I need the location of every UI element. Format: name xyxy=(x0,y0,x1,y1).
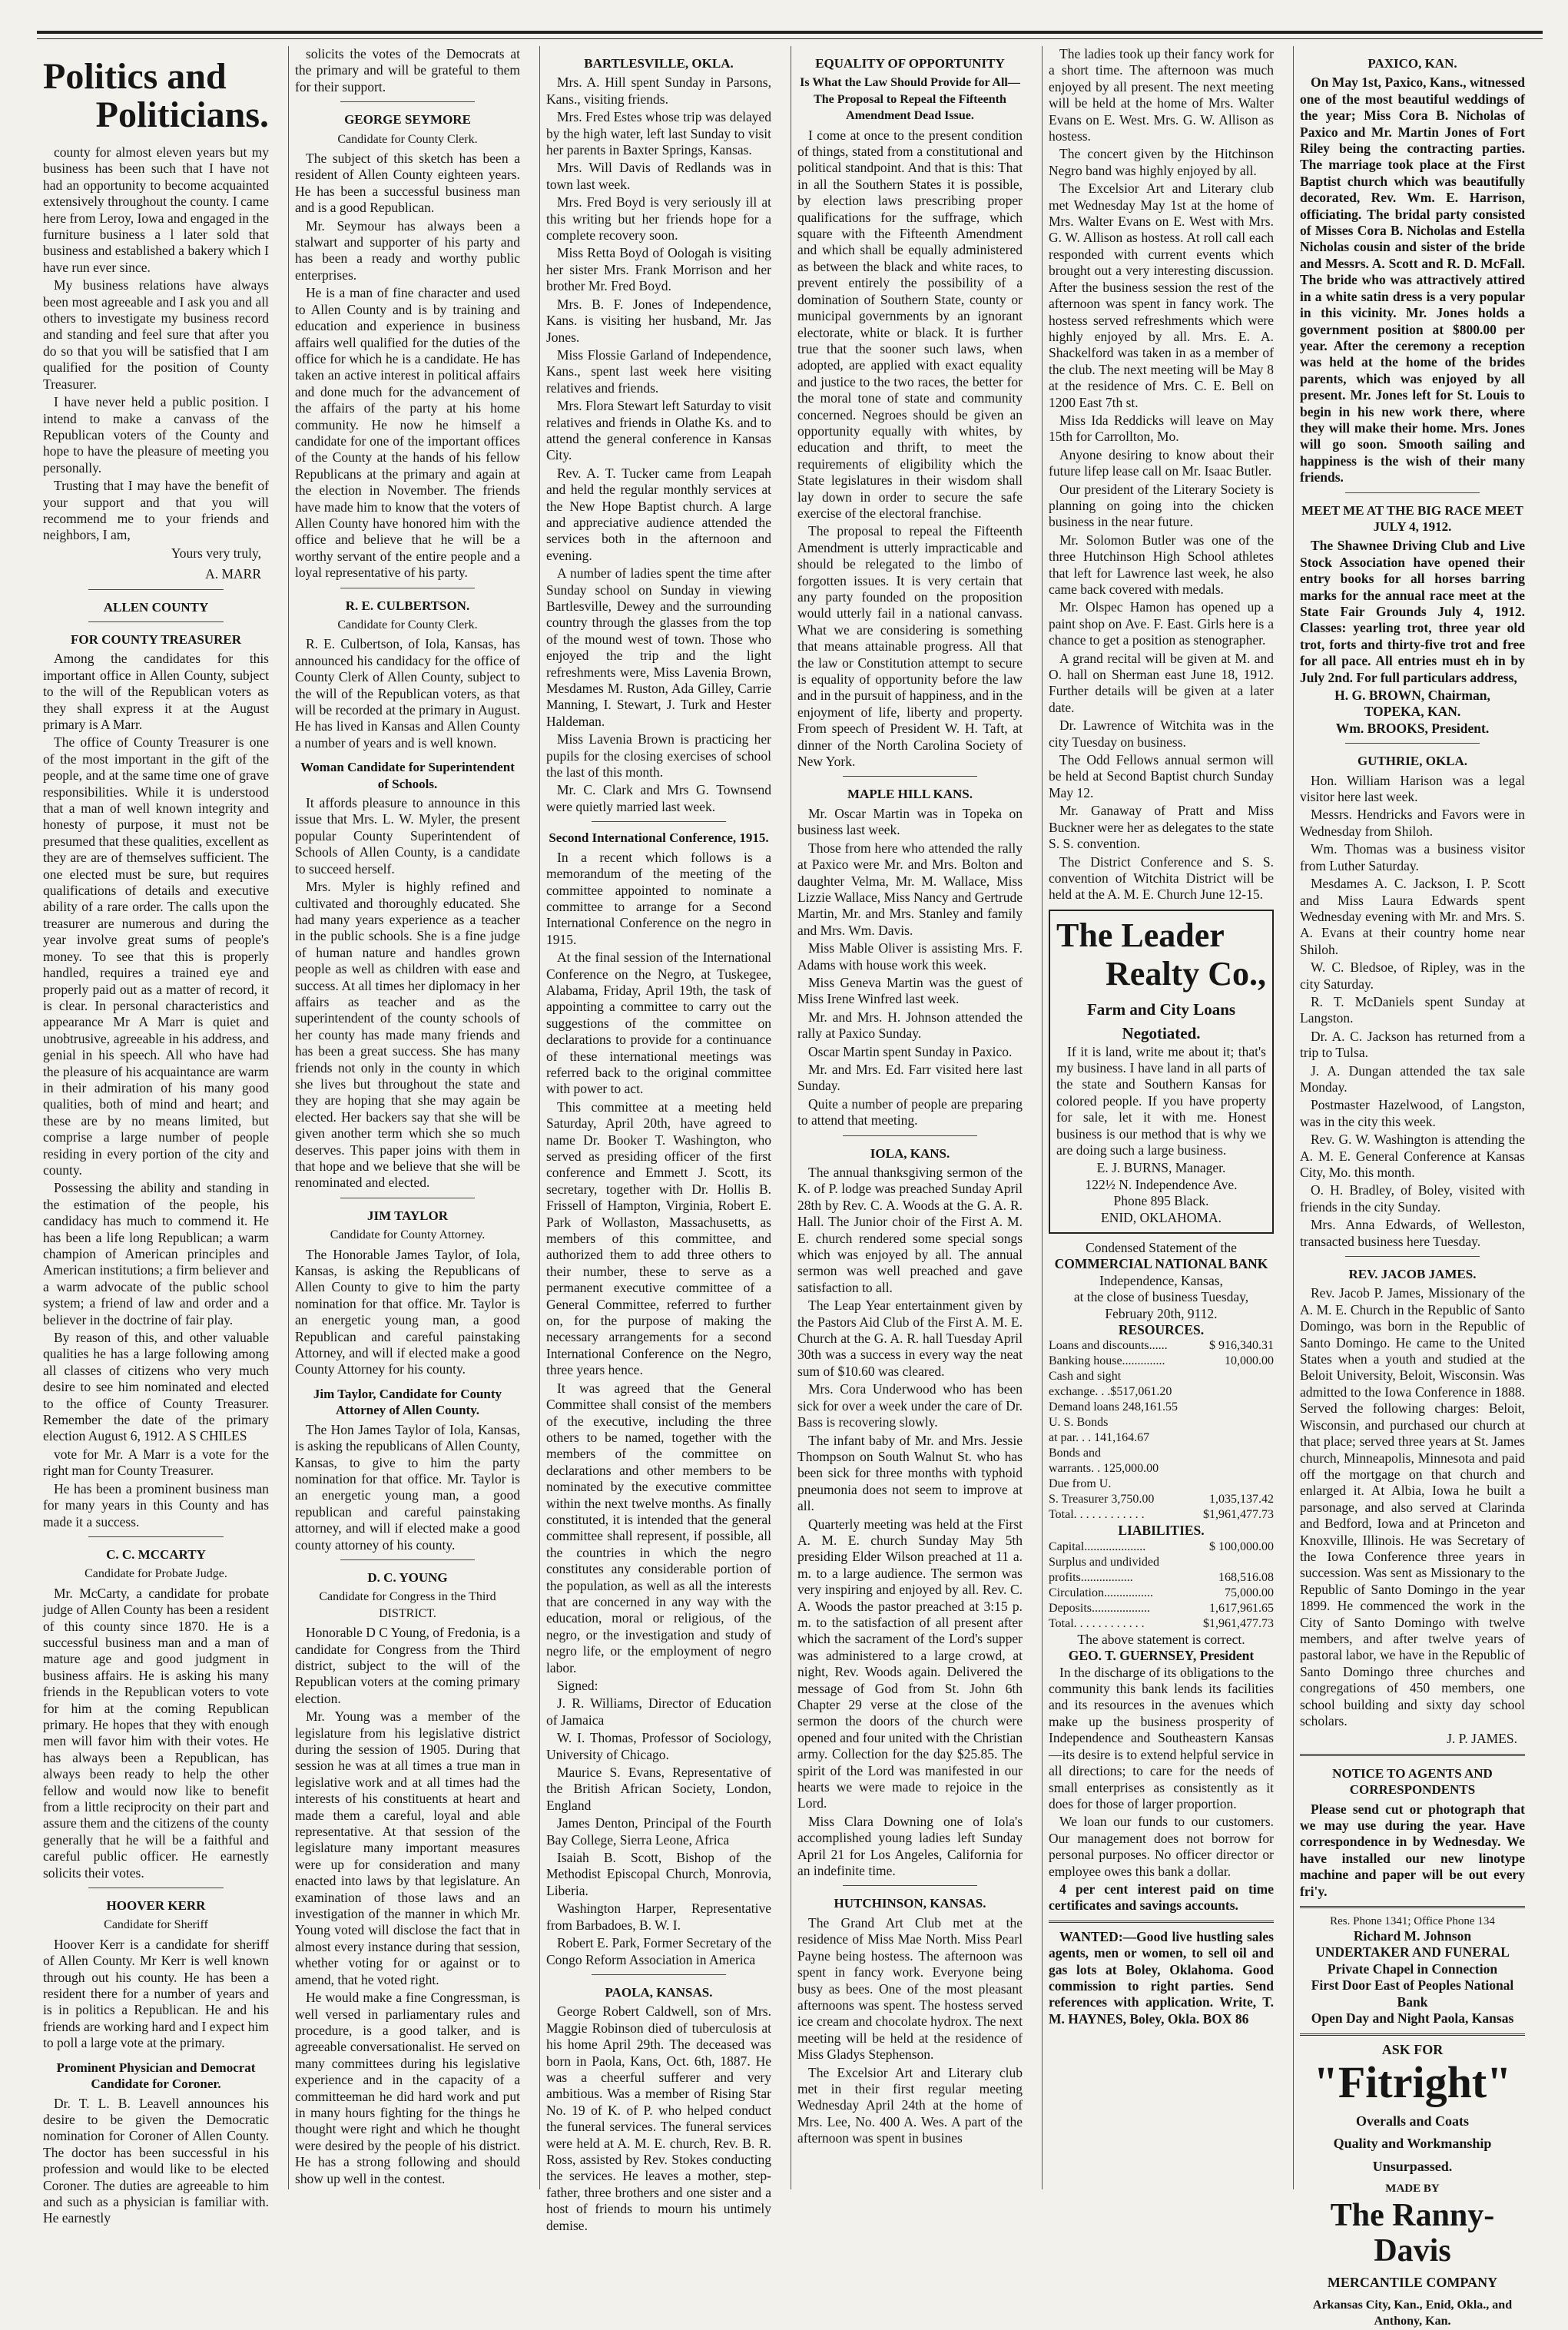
paragraph: Mr. Olspec Hamon has opened up a paint shop on Ave. F. East. Girls here is a chance to get a position as stenographer. xyxy=(1049,599,1274,648)
headline-paola: PAOLA, KANSAS. xyxy=(605,1984,713,2000)
headline-taylor-2: Jim Taylor, Candidate for County Attorney of Allen County. xyxy=(313,1386,502,1418)
divider xyxy=(1300,1754,1525,1756)
divider xyxy=(843,1135,978,1136)
undertaker-phones: Res. Phone 1341; Office Phone 134 xyxy=(1330,1915,1495,1928)
james-signature: J. P. JAMES. xyxy=(1447,1731,1517,1747)
headline-notice: NOTICE TO AGENTS AND CORRESPONDENTS xyxy=(1332,1765,1493,1798)
paragraph: county for almost eleven years but my business has been such that I have not had an opportunity to become acquainted extensively throughout the county. I came here from Leroy, Iowa and engaged in the furniture business a l later sold that business and established a bakery which I have run ever since. xyxy=(43,144,269,275)
statement-value: $1,961,477.73 xyxy=(1203,1508,1274,1522)
marr-letter xyxy=(43,144,269,544)
resources-head: RESOURCES. xyxy=(1118,1322,1205,1338)
paragraph: At the final session of the International Conference on the Negro, at Tuskegee, Alabama, Friday, April 19th, the task of appointing a committee to carry out the suggestions of the committee on declarations to provide for a continuance of these international meetings was referred back to the original committee with power to act. xyxy=(546,950,771,1097)
paragraph: Hon. William Harison was a legal visitor here last week. xyxy=(1300,772,1525,805)
paragraph: He is a man of fine character and used to Allen County and is by training and education and experience in business affairs well qualified for the duties of the office for which he is a candidate. He has taken an active interest in political affairs and done much for the advancement of the affairs of the party at his home community. He now he himself a candidate for one of the important offices of the County at the hands of his fellow Republicans at the primary and again at the election in November. The friends have made him to know that the voters of Allen County have honored him with the office and believe that he will be a worthy servant of the entire people and a loyal representative of his party. xyxy=(295,285,520,581)
paragraph: Mr. McCarty, a candidate for probate judge of Allen County has been a resident of this county since 1870. He is a successful business man and a man of mature age and good judgment in business affairs. He is asking his many friends in the Republican voters to vote for him at the coming Republican primary. He hopes that they with enough men will favor him with their votes. He has always been a Republican, has always been ready to help the other fellow and would now like to benefit from a little reciprocity on their part and assure them and the citizens of the county generally that he will be a faithful and careful public officer. He earnestly solicits their votes. xyxy=(43,1585,269,1881)
paragraph: In the discharge of its obligations to the community this bank lends its facilities and its resources in the avenues which make up the business prosperity of Independence and Southeastern Kansas—its desire is to extend helpful service in all directions; to care for the needs of small enterprises as consistently as it does for those of larger proportion. xyxy=(1049,1664,1274,1811)
paragraph: The Hon James Taylor of Iola, Kansas, is asking the republicans of Allen County, Kansas, to give to him the party nomination for that office. Mr. Taylor is an energetic young man, a good republican and careful painstaking attorney, and will if elected make a good county attorney of his county. xyxy=(295,1421,520,1553)
subhead-culbertson: Candidate for County Clerk. xyxy=(337,618,478,631)
statement-value: 1,617,961.65 xyxy=(1209,1601,1274,1615)
divider xyxy=(88,589,224,590)
divider xyxy=(88,1536,224,1537)
divider xyxy=(1049,1921,1274,1923)
liabilities-head: LIABILITIES. xyxy=(1118,1523,1205,1539)
bank-interest: 4 per cent interest paid on time certificates and savings accounts. xyxy=(1049,1881,1274,1914)
letter-closing: Yours very truly, xyxy=(171,545,261,561)
statement-label: Banking house.............. xyxy=(1049,1354,1165,1368)
paragraph: The Honorable James Taylor, of Iola, Kansas, is asking the Republicans of Allen County to give to him the party nomination for that office. Mr. Taylor is an energetic young man, a good Republican and careful painstaking Attorney, and will if elected make a good County Attorney for his county. xyxy=(295,1246,520,1377)
ad-cities: Arkansas City, Kan., Enid, Okla., and Anthony, Kan. xyxy=(1312,2298,1513,2328)
headline-myler: Woman Candidate for Superintendent of Schools. xyxy=(300,760,515,791)
headline-james: REV. JACOB JAMES. xyxy=(1348,1267,1477,1282)
top-rule xyxy=(37,31,1543,39)
ad-ask-for: ASK FOR xyxy=(1381,2041,1444,2057)
paragraph: Messrs. Hendricks and Favors were in Wednesday from Shiloh. xyxy=(1300,807,1525,839)
statement-label: Demand loans 248,161.55 xyxy=(1049,1400,1178,1414)
paragraph: The Grand Art Club met at the residence of Miss Mae North. Miss Pearl Payne being hostess. The afternoon was spent in fancy work. Everyone being busy as bees. One of the most pleasant afternoons was spent. The hostess served ice cream and chocolate hydrox. The next meeting will be held at the residence of Miss Gladys Stephenson. xyxy=(797,1914,1023,2063)
divider xyxy=(843,1885,978,1886)
statement-value: 10,000.00 xyxy=(1225,1354,1274,1368)
paragraph: The office of County Treasurer is one of the most important in the gift of the people, and at the same time one of grave responsibilities. While it is understood that a man of well known integrity and honesty of purpose, it must not be presumed that these qualities, excellent as they are are of themselves sufficient. The one elected must be sure, but requires qualifications of details and executive ability of a rare order. The calls upon the treasurer are numerous and during the year involve great sums of people's money. To see that this is properly handled, requires a trained eye and properly paid out as a matter of record, it is clear. In personal characteristics and appearance Mr A Marr is quiet and unobtrusive, agreeable in his address, and genial in his speech. All who have had the pleasure of his acquaintance are warm in their admiration of his many good qualities, both of mind and heart; and these are by no means limited, but comprise a large number of people residing in every portion of the city and county. xyxy=(43,734,269,1178)
ad-overalls: Overalls and Coats xyxy=(1355,2113,1469,2129)
bank-close: at the close of business Tuesday, February 20th, 9112. xyxy=(1073,1289,1249,1321)
headline-guthrie: GUTHRIE, OKLA. xyxy=(1357,754,1468,769)
statement-row xyxy=(1049,1369,1274,1384)
undertaker-hours: Open Day and Night Paola, Kansas xyxy=(1311,2010,1514,2027)
divider xyxy=(1300,1906,1525,1908)
bank-intro: Condensed Statement of the xyxy=(1086,1240,1237,1255)
divider xyxy=(88,621,224,622)
statement-label: Cash and sight xyxy=(1049,1370,1122,1384)
paragraph: The ladies took up their fancy work for a short time. The afternoon was much enjoyed by all present. The next meeting will be held at the home of Mrs. Walter Evans on E. West. Mrs. G. W. Allison as hostess. xyxy=(1049,46,1274,144)
paragraph: Hoover Kerr is a candidate for sheriff of Allen County. Mr Kerr is well known through out his county. He has been a resident there for a number of years and is in politics a Republican. He and his friends are working hard and I expect him to poll a large vote at the primary. xyxy=(43,1936,269,2051)
paragraph: The District Conference and S. S. convention of Witchita District will be held at the A. M. E. Church June 12-15. xyxy=(1049,853,1274,903)
ad-phone: Phone 895 Black. xyxy=(1113,1193,1209,1209)
headline-kerr: HOOVER KERR xyxy=(106,1898,206,1914)
paragraph: Mr. Seymour has always been a stalwart and supporter of his party and has been a ready and worthy public enterprises. xyxy=(295,217,520,283)
statement-label: Circulation................ xyxy=(1049,1586,1153,1599)
paragraph: Signed: xyxy=(557,1678,598,1693)
headline-iola: IOLA, KANS. xyxy=(870,1145,950,1161)
paragraph: Mr. Young was a member of the legislature from his legislative district during the session of 1905. During that session he was at all times a true man in legislative work and at all times had the interests of his constituents at heart and made them a careful, loyal and able representative. At that session of the legislature many important measures were up for consideration and many enacted into laws by that legislature. An examination of those laws and an investigation of the manner in which Mr. Young voted will disclose the fact that in almost every instance during that session, whether voting for or against or to amend, that he voted right. xyxy=(295,1709,520,1987)
paragraph: The annual thanksgiving sermon of the K. of P. lodge was preached Sunday April 28th by Rev. C. A. Woods at the G. A. R. Hall. The Junior choir of the First A. M. E. church rendered some special songs which was enjoyed by all. The annual sermon was well preached and gave satisfaction to all. xyxy=(797,1165,1023,1295)
statement-value: 168,516.08 xyxy=(1218,1570,1274,1584)
paragraph: Miss Ida Reddicks will leave on May 15th for Carrollton, Mo. xyxy=(1049,412,1274,445)
ad-title-leader: The Leader xyxy=(1056,916,1225,954)
paragraph: The infant baby of Mr. and Mrs. Jessie Thompson on South Walnut St. who has been sick for three months with typhoid pneumonia does not seem to improve at all. xyxy=(797,1432,1023,1514)
paragraph: J. A. Dungan attended the tax sale Monday. xyxy=(1300,1062,1525,1095)
paragraph: Robert E. Park, Former Secretary of the Congo Reform Association in America xyxy=(546,1935,771,1967)
statement-row xyxy=(1049,1601,1274,1616)
paragraph: I come at once to the present condition of things, stated from a constitutional and political standpoint. And that is this: That in all the Southern States it is possible, by election laws prescribing proper qualifications for the suffrage, which square with the Fifteenth Amendment and which shall be equally administered as between the black and white races, to prevent entirely the possibility of a domination of Southern State, county or municipal governments by an ignorant electorate, white or black. It is further true that the sooner such laws, when adopted, are applied with exact equality and justice to the two races, the better for the moral tone of state and community concerned. Negroes should be given an opportunity equally with whites, by education and thrift, to meet the requirements of eligibility which the State legislatures in their wisdom shall lay down in order to secure the safe exercise of the electoral franchise. xyxy=(797,127,1023,521)
paragraph: He has been a prominent business man for many years in this County and has made it a success. xyxy=(43,1480,269,1530)
statement-row xyxy=(1049,1586,1274,1601)
bank-true: The above statement is correct. xyxy=(1077,1631,1245,1647)
divider xyxy=(340,1559,476,1560)
paragraph: O. H. Bradley, of Boley, visited with friends in the city Sunday. xyxy=(1300,1182,1525,1215)
paragraph: This committee at a meeting held Saturday, April 20th, have agreed to name Dr. Booker T. Washington, who served as presiding officer of the first conference and Emmett J. Scott, its secretary, together with Dr. Hollis B. Frissell of Hampton, Virginia, Robert E. Park of Wollaston, Massachusetts, as members of this committee, and authorized them to add three others to their number, these to serve as a permanent executive committee of a General Committee, referred to further on, for the purpose of making the necessary arrangements for a second International Conference on the Negro, three years hence. xyxy=(546,1099,771,1378)
divider xyxy=(592,821,727,822)
ad-made-by: MADE BY xyxy=(1385,2183,1440,2196)
paragraph: Rev. G. W. Washington is attending the A. M. E. General Conference at Kansas City, Mo. this month. xyxy=(1300,1132,1525,1180)
statement-label: at par. . . 141,164.67 xyxy=(1049,1431,1150,1445)
divider xyxy=(1345,743,1480,744)
undertaker-address: First Door East of Peoples National Bank xyxy=(1311,1977,1514,2010)
ad-ranny-davis: The Ranny-Davis xyxy=(1330,2197,1495,2269)
ad-fitright: "Fitright" xyxy=(1313,2057,1512,2107)
statement-row xyxy=(1049,1477,1274,1492)
paragraph: On May 1st, Paxico, Kans., witnessed one of the most beautiful weddings of the year; Miss Cora B. Nicholas of Paxico and Mr. Martin Jones of Fort Riley being the contracting parties. The marriage took place at the First Baptist church which was beautifully decorated, Rev. Wm. E. Harrison, officiating. The bridal party consisted of Misses Cora B. Nicholas and Estella Nicholas cousin and sister of the bride and Messrs. A. Scott and R. D. McFall. The bride who was attractively attired in a white satin dress is a very popular in this vicinity. Mr. Jones holds a government position at $800.00 per year. After the ceremony a reception was held at the home of the brides parents, which was enjoyed by all present. Mr. Jones left for St. Louis to begin in his new work there, where they will make their home. Mrs. Jones will go soon. Smooth sailing and happiness is the wish of their many friends. xyxy=(1300,75,1525,486)
paragraph: It affords pleasure to announce in this issue that Mrs. L. W. Myler, the present popular County Superintendent of Schools of Allen County, is a candidate to succeed herself. xyxy=(295,795,520,877)
paragraph: Dr. Lawrence of Witchita was in the city Tuesday on business. xyxy=(1049,718,1274,750)
liabilities-table xyxy=(1049,1540,1274,1632)
divider xyxy=(340,101,476,102)
column-3 xyxy=(539,46,777,2233)
paragraph: Miss Clara Downing one of Iola's accomplished young ladies left Sunday April 21 for Los Angeles, California for an indefinite time. xyxy=(797,1813,1023,1879)
headline-mccarty: C. C. MCCARTY xyxy=(106,1546,206,1562)
leader-realty-ad xyxy=(1049,910,1274,1234)
paragraph: The Excelsior Art and Literary club met in their first regular meeting Wednesday April 24th at the home of Mrs. Lee, No. 400 A. Wes. A part of the afternoon was spent in busines xyxy=(797,2064,1023,2146)
paragraph: Quarterly meeting was held at the First A. M. E. church Sunday May 5th presiding Elder Wilson preached at 11 a. m. to a large audience. The sermon was very inspiring and enjoyed by all. Rev. C. A. Woods the pastor preached at 3:15 p. m. to the satisfaction of all present after which the sacrament of the Lord's supper was administered to a large crowd, at night, Rev. Woods again. Delivered the message of God from St. John 6th Chapter 29 verse at the close of the sermon the doors of the church were opened and four united with the Christian army. Collection for the day $25.85. The spirit of the Lord was manifested in our hearts we were made to rejoice in the Lord. xyxy=(797,1516,1023,1811)
statement-label: Capital.................... xyxy=(1049,1540,1146,1553)
column-4 xyxy=(791,46,1029,2189)
paragraph: Oscar Martin spent Sunday in Paxico. xyxy=(808,1043,1013,1059)
statement-row xyxy=(1049,1555,1274,1570)
bank-statement xyxy=(1049,1240,1274,1914)
paragraph: W. I. Thomas, Professor of Sociology, University of Chicago. xyxy=(546,1730,771,1762)
headline-conference: Second International Conference, 1915. xyxy=(549,830,769,846)
subhead-mccarty: Candidate for Probate Judge. xyxy=(85,1567,227,1581)
paragraph: He would make a fine Congressman, is well versed in parliamentary rules and procedure, is a good talker, and is agreeable conversationalist. He served on many committees during his legislative experience and in the capacity of a committeeman he did hard work and put in many hours fighting for the things he thought were right and which he thought were desired by the people of his district. He has a strong following and should show up well in the contest. xyxy=(295,1990,520,2186)
statement-row xyxy=(1049,1446,1274,1461)
paragraph: Isaiah B. Scott, Bishop of the Methodist Episcopal Church, Monrovia, Liberia. xyxy=(546,1850,771,1898)
paragraph: We loan our funds to our customers. Our management does not borrow for personal purposes. No officer director or employee owes this bank a dollar. xyxy=(1049,1814,1274,1879)
statement-value: $ 100,000.00 xyxy=(1209,1540,1274,1553)
paragraph: Wm. Thomas was a business visitor from Luther Saturday. xyxy=(1300,841,1525,873)
ad-negotiated: Negotiated. xyxy=(1122,1024,1201,1043)
subhead-young: Candidate for Congress in the Third DISTRICT. xyxy=(319,1590,496,1620)
paragraph: I have never held a public position. I intend to make a canvass of the Republican voters of the County and hope to have the pleasure of meeting you personally. xyxy=(43,394,269,476)
paragraph: Dr. A. C. Jackson has returned from a trip to Tulsa. xyxy=(1300,1028,1525,1061)
divider xyxy=(592,1974,727,1975)
paragraph: Mr. and Mrs. Ed. Farr visited here last Sunday. xyxy=(797,1061,1023,1094)
undertaker-trade: UNDERTAKER AND FUNERAL xyxy=(1315,1944,1510,1960)
subhead-kerr: Candidate for Sheriff xyxy=(104,1918,208,1932)
resources-table xyxy=(1049,1338,1274,1523)
statement-label: S. Treasurer 3,750.00 xyxy=(1049,1493,1155,1506)
undertaker-chapel: Private Chapel in Connection xyxy=(1327,1960,1498,1977)
paragraph: The subject of this sketch has been a resident of Allen County eighteen years. He has been a successful business man and is a good Republican. xyxy=(295,151,520,216)
paragraph: vote for Mr. A Marr is a vote for the right man for County Treasurer. xyxy=(43,1446,269,1479)
headline-hutchinson: HUTCHINSON, KANSAS. xyxy=(834,1896,986,1911)
paragraph: The concert given by the Hitchinson Negro band was highly enjoyed by all. xyxy=(1049,146,1274,178)
masthead-politicians: Politicians. xyxy=(95,94,269,135)
column-1 xyxy=(37,46,275,2226)
paragraph: James Denton, Principal of the Fourth Bay College, Sierra Leone, Africa xyxy=(546,1815,771,1848)
headline-county-treasurer: FOR COUNTY TREASURER xyxy=(71,631,241,647)
ad-quality: Quality and Workmanship xyxy=(1333,2136,1492,2152)
column-5 xyxy=(1042,46,1280,2189)
paragraph: Miss Flossie Garland of Independence, Kans., spent last week here visiting relatives and friends. xyxy=(546,346,771,396)
paragraph: R. E. Culbertson, of Iola, Kansas, has announced his candidacy for the office of County Clerk of Allen County, subject to the will of the Republican voters, as that will be recorded at the primary in August. He has lived in Kansas and Allen County a number of years and is well known. xyxy=(295,636,520,751)
ad-title-realty: Realty Co., xyxy=(1106,954,1266,993)
paragraph: Honorable D C Young, of Fredonia, is a candidate for Congress from the Third district, subject to the will of the Republican voters at the coming primary election. xyxy=(295,1625,521,1706)
race-sig-city: TOPEKA, KAN. xyxy=(1364,704,1461,720)
headline-paxico: PAXICO, KAN. xyxy=(1367,56,1457,71)
paragraph: The proposal to repeal the Fifteenth Amendment is utterly impracticable and should be relegated to the limbo of forgotten issues. It is very certain that any party founded on the proposition would utterly fail in a national canvass. What we are considering is something that means attainable progress. All that the law or Constitution attempt to secure is equality of opportunity before the law and in the pursuit of happiness, and in the enjoyment of life, liberty and property. From speech of President W. H. Taft, at dinner of the North Carolina Society of New York. xyxy=(797,523,1023,770)
subhead-equality: Is What the Law Should Provide for All—The Proposal to Repeal the Fifteenth Amendment Dead Issue. xyxy=(800,76,1020,123)
paragraph: Rev. A. T. Tucker came from Leapah and held the regular monthly services at the New Hope Baptist church. A large and appreciative audience attended the services both in the afternoon and evening. xyxy=(546,465,771,563)
headline-taylor: JIM TAYLOR xyxy=(366,1208,448,1223)
headline-leavell: Prominent Physician and Democrat Candidate for Coroner. xyxy=(56,2060,256,2092)
paragraph: Mr. Oscar Martin was in Topeka on business last week. xyxy=(797,805,1023,838)
race-sig-chairman: H. G. BROWN, Chairman, xyxy=(1334,688,1490,704)
statement-label: Deposits................... xyxy=(1049,1601,1150,1615)
paragraph: The Excelsior Art and Literary club met Wednesday May 1st at the home of Mrs. Walter Evans on E. West with Mrs. G. W. Allison as hostess. At roll call each responded with current events which brought out a very interesting discussion. After the business session the rest of the afternoon was spent in fancy work. The hostess served refreshments which were highly enjoyed by all. Mrs. E. A. Shackelford was taken in as a member of the club. The next meeting will be May 8 at the residence of Mrs. C. E. Bell on 1200 East 7th st. xyxy=(1049,181,1274,410)
statement-row xyxy=(1049,1507,1274,1523)
paragraph: Postmaster Hazelwood, of Langston, was in the city this week. xyxy=(1300,1097,1525,1129)
paragraph: Among the candidates for this important office in Allen County, subject to the will of the Republican voters as they shall express it at the August primary is A Marr. xyxy=(43,651,269,732)
paragraph: Rev. Jacob P. James, Missionary of the A. M. E. Church in the Republic of Santo Domingo, was born in the Republic of Santo Domingo. He came to the United States when a youth and studied at the Beloit University, Beloit, Wisconsin. Was admitted to the Iowa Conference in 1888. Served the following charges: Beloit, Wisconsin, and purchased our church at that place; served three years at St. James church, Minneapolis, Minnesota and paid off the mortgage on that church and enlarged it. At Albia, Iowa he built a parsonage, and also served at Clarinda and Bedford, Iowa and at Princeton and Knoxville, Illinois. He was Secretary of the Iowa Conference three years in succession. Was sent as Missionary to the Republic of Santo Domingo in the year 1899. He commenced the work in the City of Santo Domingo with twelve members, and after twelve years of pastoral labor, we have in the Republic of Santo Domingo three churches and congregations of 450 members, one school building and sixty day school scholars. xyxy=(1300,1285,1525,1728)
statement-row xyxy=(1049,1338,1274,1354)
ad-unsurpassed: Unsurpassed. xyxy=(1372,2158,1453,2174)
headline-allen-county: ALLEN COUNTY xyxy=(103,599,209,615)
paragraph: Mr. C. Clark and Mrs G. Townsend were quietly married last week. xyxy=(546,782,771,814)
masthead-politics: Politics and xyxy=(43,56,227,97)
paragraph: Trusting that I may have the benefit of your support and that you will recommend me to your friends and neighbors, I am, xyxy=(43,478,269,543)
bank-city: Independence, Kansas, xyxy=(1099,1272,1223,1288)
paragraph: Mr. and Mrs. H. Johnson attended the rally at Paxico Sunday. xyxy=(797,1009,1023,1042)
paragraph: In a recent which follows is a memorandum of the meeting of the committee appointed to nominate a committee to arrange for a Second International Conference on the negro in 1915. xyxy=(546,849,771,947)
statement-label: profits................. xyxy=(1049,1570,1133,1584)
paragraph: Mrs. Will Davis of Redlands was in town last week. xyxy=(546,160,771,192)
paragraph: solicits the votes of the Democrats at the primary and will be grateful to them for their support. xyxy=(295,46,520,94)
statement-row xyxy=(1049,1461,1274,1477)
divider xyxy=(843,776,978,777)
statement-row xyxy=(1049,1400,1274,1415)
divider xyxy=(1300,2033,1525,2036)
paragraph: Possessing the ability and standing in the estimation of the people, his candidacy has much to commend it. He has been a life long Republican; a warm champion of American principles and American institutions; a firm believer and a warm advocate of the public school system; a friend of law and order and a believer in the doctrine of fair play. xyxy=(43,1180,269,1327)
paragraph: Dr. T. L. B. Leavell announces his desire to be given the Democratic nomination for Coroner of Allen County. The doctor has been successful in his profession and would like to be elected Coroner. The duties are agreeable to him and such as a physician is familiar with. He earnestly xyxy=(43,2095,269,2226)
statement-value: 1,035,137.42 xyxy=(1209,1493,1274,1506)
ad-mercantile: MERCANTILE COMPANY xyxy=(1327,2274,1498,2290)
letter-signer: A. MARR xyxy=(205,566,261,582)
paragraph: Mrs. Fred Boyd is very seriously ill at this writing but her friends hope for a complete recovery soon. xyxy=(546,194,771,244)
paragraph: Mr. Solomon Butler was one of the three Hutchinson High School athletes that left for Lawrence last week, he also came back covered with medals. xyxy=(1049,532,1274,597)
paragraph: Quite a number of people are preparing to attend that meeting. xyxy=(797,1095,1023,1129)
headline-equality: EQUALITY OF OPPORTUNITY xyxy=(815,56,1005,71)
paragraph: Anyone desiring to know about their future lifep lease call on Mr. Isaac Butler. xyxy=(1049,446,1274,479)
paragraph: The Shawnee Driving Club and Live Stock Association have opened their entry books for all horses barring marks for the annual race meet at the State Fair Grounds July 4, 1912. Classes: yearling trot, three year old trot, forts and thirty-five trot and free for all pace. All entries must eh in by July 2nd. For full particulars address, xyxy=(1300,538,1525,685)
paragraph: Those from here who attended the rally at Paxico were Mr. and Mrs. Bolton and daughter Velma, Mr. M. Wallace, Miss Lizzie Wallace, Miss Nancy and Gertrude Martin, Mr. and Mrs. Stanley and family and Mrs. Wm. Davis. xyxy=(797,840,1023,938)
statement-row xyxy=(1049,1384,1274,1400)
paragraph: My business relations have always been most agreeable and I ask you and all others to investigate my business record and standing and feel sure that after you do so that you will be satisfied that I am qualified for the position of County Treasurer. xyxy=(43,277,269,392)
column-2 xyxy=(288,46,526,2189)
paragraph: Maurice S. Evans, Representative of the British African Society, London, England xyxy=(546,1765,771,1813)
statement-value: $1,961,477.73 xyxy=(1203,1616,1274,1630)
paragraph: The Leap Year entertainment given by the Pastors Aid Club of the First A. M. E. Church at the G. A. R. hall Tuesday April 30th was a success in every way the neat sum of $10.60 was cleared. xyxy=(797,1298,1023,1379)
bank-name: COMMERCIAL NATIONAL BANK xyxy=(1054,1256,1268,1272)
statement-label: warrants. . 125,000.00 xyxy=(1049,1462,1159,1476)
statement-label: Loans and discounts...... xyxy=(1049,1339,1168,1353)
paragraph: Miss Retta Boyd of Oologah is visiting her sister Mrs. Frank Morrison and her brother Mr. Fred Boyd. xyxy=(546,245,771,294)
statement-label: Total. . . . . . . . . . . . xyxy=(1049,1616,1145,1630)
statement-label: Due from U. xyxy=(1049,1477,1112,1491)
paragraph: Miss Lavenia Brown is practicing her pupils for the closing exercises of school the last of this month. xyxy=(546,731,771,781)
paragraph: Mesdames A. C. Jackson, I. P. Scott and Miss Laura Edwards spent Wednesday evening with Mr. and Mrs. S. A. Evans at their country home near Shiloh. xyxy=(1300,876,1525,957)
paragraph: By reason of this, and other valuable qualities he has a large following among all classes of citizens who very much desire to see him nominated and elected to the office of County Treasurer. Remember the date of the primary election August 6, 1912. A S CHILES xyxy=(43,1330,269,1444)
paragraph: Miss Geneva Martin was the guest of Miss Irene Winfred last week. xyxy=(797,974,1023,1007)
divider xyxy=(1345,492,1480,493)
headline-race-meet: MEET ME AT THE BIG RACE MEET JULY 4, 1912. xyxy=(1301,502,1523,534)
paragraph: J. R. Williams, Director of Education of Jamaica xyxy=(546,1695,771,1728)
statement-row xyxy=(1049,1492,1274,1507)
paragraph: A grand recital will be given at M. and O. hall on Sherman east June 18, 1912. Further details will be given at a later date. xyxy=(1049,650,1274,715)
statement-value: 75,000.00 xyxy=(1225,1586,1274,1599)
paragraph: Mrs. Myler is highly refined and cultivated and thoroughly educated. She had many years experience as a teacher in the public schools. She is a fine judge of human nature and handles grown people as well as children with ease and success. At all times her diplomacy in her affairs as teacher and as the superintendent of the county schools of her county has made many friends and has been a great success. She has many friends not only in the county in which she lives but throughout the state and they are hoping that she may again be elected. Her backers say that she will be given another term which she so much deserves. This paper joins with them in that hope and we believe that she will be renominated and elected. xyxy=(295,879,520,1191)
paragraph: Mr. Ganaway of Pratt and Miss Buckner were her as delegates to the state S. S. convention. xyxy=(1049,803,1274,852)
paragraph: Our president of the Literary Society is planning on going into the chicken business in the near future. xyxy=(1049,481,1274,530)
paragraph: W. C. Bledsoe, of Ripley, was in the city Saturday. xyxy=(1300,960,1525,992)
paragraph: Please send cut or photograph that we may use during the year. Have correspondence in by Wednesday. We have installed our new linotype machine and paper will be out every fri'y. xyxy=(1300,1801,1525,1899)
headline-maple-hill: MAPLE HILL KANS. xyxy=(847,787,973,802)
divider xyxy=(1345,1256,1480,1257)
paragraph: Washington Harper, Representative from Barbadoes, B. W. I. xyxy=(546,1901,771,1933)
race-sig-president: Wm. BROOKS, President. xyxy=(1335,720,1490,736)
paragraph: The Odd Fellows annual sermon will be held at Second Baptist church Sunday May 12. xyxy=(1049,752,1274,800)
statement-row xyxy=(1049,1430,1274,1446)
paragraph: R. T. McDaniels spent Sunday at Langston. xyxy=(1300,993,1525,1026)
ad-body: If it is land, write me about it; that's my business. I have land in all parts of the state and Southern Kansas for colored people. If you have property for sale, let it with me. Honest business is our method that is why we are doing such a large business. xyxy=(1056,1043,1266,1158)
ad-city: ENID, OKLAHOMA. xyxy=(1101,1209,1222,1225)
headline-bartlesville: BARTLESVILLE, OKLA. xyxy=(584,56,734,71)
statement-row xyxy=(1049,1570,1274,1586)
subhead-seymore: Candidate for County Clerk. xyxy=(337,132,478,146)
statement-row xyxy=(1049,1616,1274,1632)
statement-label: exchange. . .$517,061.20 xyxy=(1049,1385,1172,1399)
wanted-ad: WANTED:—Good live hustling sales agents, men or women, to sell oil and gas lots at Boley, Oklahoma. Good commission to right parties. Send references with application. Write, T. M. HAYNES, Boley, Okla. BOX 86 xyxy=(1049,1928,1274,2027)
paragraph: Mrs. Fred Estes whose trip was delayed by the high water, left last Sunday to visit her parents in Baxter Springs, Kansas. xyxy=(546,109,771,158)
statement-label: U. S. Bonds xyxy=(1049,1416,1109,1430)
paragraph: Mrs. Cora Underwood who has been sick for over a week under the care of Dr. Bass is recovering slowly. xyxy=(797,1381,1023,1430)
statement-label: Total. . . . . . . . . . . . xyxy=(1049,1508,1145,1522)
paragraph: A number of ladies spent the time after Sunday school on Sunday in viewing Bartlesville, Dewey and the surrounding country through the glasses from the top of the mound west of town. Those who enjoyed the trip and the light refreshments were, Miss Lavenia Brown, Mesdames M. Ruston, Ada Gilley, Carrie Manning, I. Stewart, J. Turk and Hester Haldeman. xyxy=(546,565,771,729)
paragraph: It was agreed that the General Committee shall consist of the members of the executive, including the three others to be named, together with the members of the committee on declarations and other members to be nominated by the executive committee within the next twelve months. As finally constituted, it is intended that the general committee shall represent, if possible, all the countries in which the negro constitutes any considerable portion of the population, as well as all the interests that are concerned in any way with the education, moral or religious, of the negro, or the investigation and study of negro life, or the employment of negro labor. xyxy=(546,1380,771,1675)
paragraph: Mrs. Anna Edwards, of Welleston, transacted business here Tuesday. xyxy=(1300,1217,1525,1249)
bank-president: GEO. T. GUERNSEY, President xyxy=(1068,1648,1255,1664)
newspaper-page xyxy=(37,31,1543,2328)
headline-young: D. C. YOUNG xyxy=(367,1569,448,1585)
statement-row xyxy=(1049,1415,1274,1430)
ad-farm-loans: Farm and City Loans xyxy=(1086,999,1236,1019)
headline-culbertson: R. E. CULBERTSON. xyxy=(345,598,470,613)
paragraph: George Robert Caldwell, son of Mrs. Maggie Robinson died of tuberculosis at his home April 29th. The deceased was born in Paola, Kans, Oct. 6th, 1887. He was a cheerful sufferer and very ambitious. Was a member of Rising Star No. 19 of K. of P. who helped conduct the funeral services. The funeral services were held at A. M. E. church, Rev. B. R. Ross, assisted by Rev. Stokes conducting the services. He leaves a mother, step-father, three brothers and one sister and a host of friends to mourn his untimely demise. xyxy=(546,2004,771,2233)
paragraph: Mrs. Flora Stewart left Saturday to visit relatives and friends in Olathe Ks. and to attend the general conference in Kansas City. xyxy=(546,398,771,463)
paragraph: Miss Mable Oliver is assisting Mrs. F. Adams with house work this week. xyxy=(797,940,1023,973)
statement-label: Bonds and xyxy=(1049,1447,1101,1460)
paragraph: Mrs. B. F. Jones of Independence, Kans. is visiting her husband, Mr. Jas Jones. xyxy=(546,296,771,345)
headline-seymore: GEORGE SEYMORE xyxy=(344,112,471,128)
statement-label: Surplus and undivided xyxy=(1049,1555,1159,1569)
ad-address: 122½ N. Independence Ave. xyxy=(1085,1176,1238,1192)
statement-value: $ 916,340.31 xyxy=(1209,1339,1274,1353)
statement-row xyxy=(1049,1354,1274,1369)
subhead-taylor: Candidate for County Attorney. xyxy=(330,1228,486,1242)
statement-row xyxy=(1049,1540,1274,1555)
paragraph: Mrs. A. Hill spent Sunday in Parsons, Kans., visiting friends. xyxy=(546,75,771,107)
column-6 xyxy=(1293,46,1531,2328)
undertaker-name: Richard M. Johnson xyxy=(1353,1928,1472,1944)
ad-manager: E. J. BURNS, Manager. xyxy=(1096,1160,1226,1176)
